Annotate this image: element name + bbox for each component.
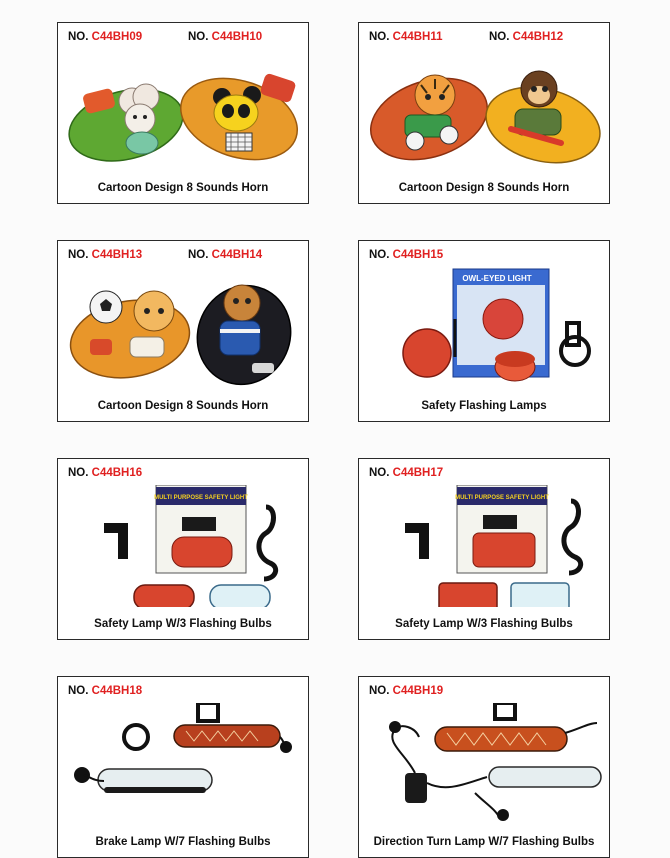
product-code-4a: NO. C44BH15: [369, 249, 444, 261]
safety-lamp-3-bulbs-alt-image: [365, 485, 605, 607]
brake-lamp-7-bulbs-image: [64, 703, 304, 825]
safety-flashing-lamps-image: [365, 267, 605, 389]
product-code-3a: NO. C44BH13: [68, 249, 143, 261]
product-code-6a: NO. C44BH17: [369, 467, 444, 479]
product-caption-7: Brake Lamp W/7 Flashing Bulbs: [95, 836, 271, 848]
product-caption-4: Safety Flashing Lamps: [421, 400, 547, 412]
product-code-2b: NO. C44BH12: [489, 31, 564, 43]
product-code-1a: NO. C44BH09: [68, 31, 143, 43]
safety-lamp-3-bulbs-image: [64, 485, 304, 607]
product-caption-2: Cartoon Design 8 Sounds Horn: [398, 182, 570, 194]
package-title-text: MULTI PURPOSE SAFETY LIGHT: [455, 495, 549, 501]
product-caption-3: Cartoon Design 8 Sounds Horn: [97, 400, 269, 412]
product-code-8a: NO. C44BH19: [369, 685, 444, 697]
product-code-7a: NO. C44BH18: [68, 685, 143, 697]
product-caption-1: Cartoon Design 8 Sounds Horn: [97, 182, 269, 194]
horn-mouse-and-panda-image: [64, 49, 304, 171]
product-card-7: [57, 676, 309, 858]
product-caption-8: Direction Turn Lamp W/7 Flashing Bulbs: [373, 836, 595, 848]
product-card-4: [358, 240, 610, 422]
product-code-3b: NO. C44BH14: [188, 249, 263, 261]
product-card-2: [358, 22, 610, 204]
product-card-3: [57, 240, 309, 422]
package-brand-text: OWL-EYED LIGHT: [462, 274, 532, 283]
horn-cat-and-bear-image: [64, 267, 304, 389]
horn-tiger-and-monkey-image: [365, 49, 605, 171]
product-card-5: [57, 458, 309, 640]
product-caption-6: Safety Lamp W/3 Flashing Bulbs: [395, 618, 573, 630]
product-code-1b: NO. C44BH10: [188, 31, 263, 43]
product-card-1: [57, 22, 309, 204]
product-card-6: [358, 458, 610, 640]
package-title-text: MULTI PURPOSE SAFETY LIGHT: [154, 495, 248, 501]
product-caption-5: Safety Lamp W/3 Flashing Bulbs: [94, 618, 272, 630]
product-code-2a: NO. C44BH11: [369, 31, 443, 43]
product-code-5a: NO. C44BH16: [68, 467, 143, 479]
direction-turn-lamp-7-bulbs-image: [365, 703, 605, 825]
product-card-8: [358, 676, 610, 858]
